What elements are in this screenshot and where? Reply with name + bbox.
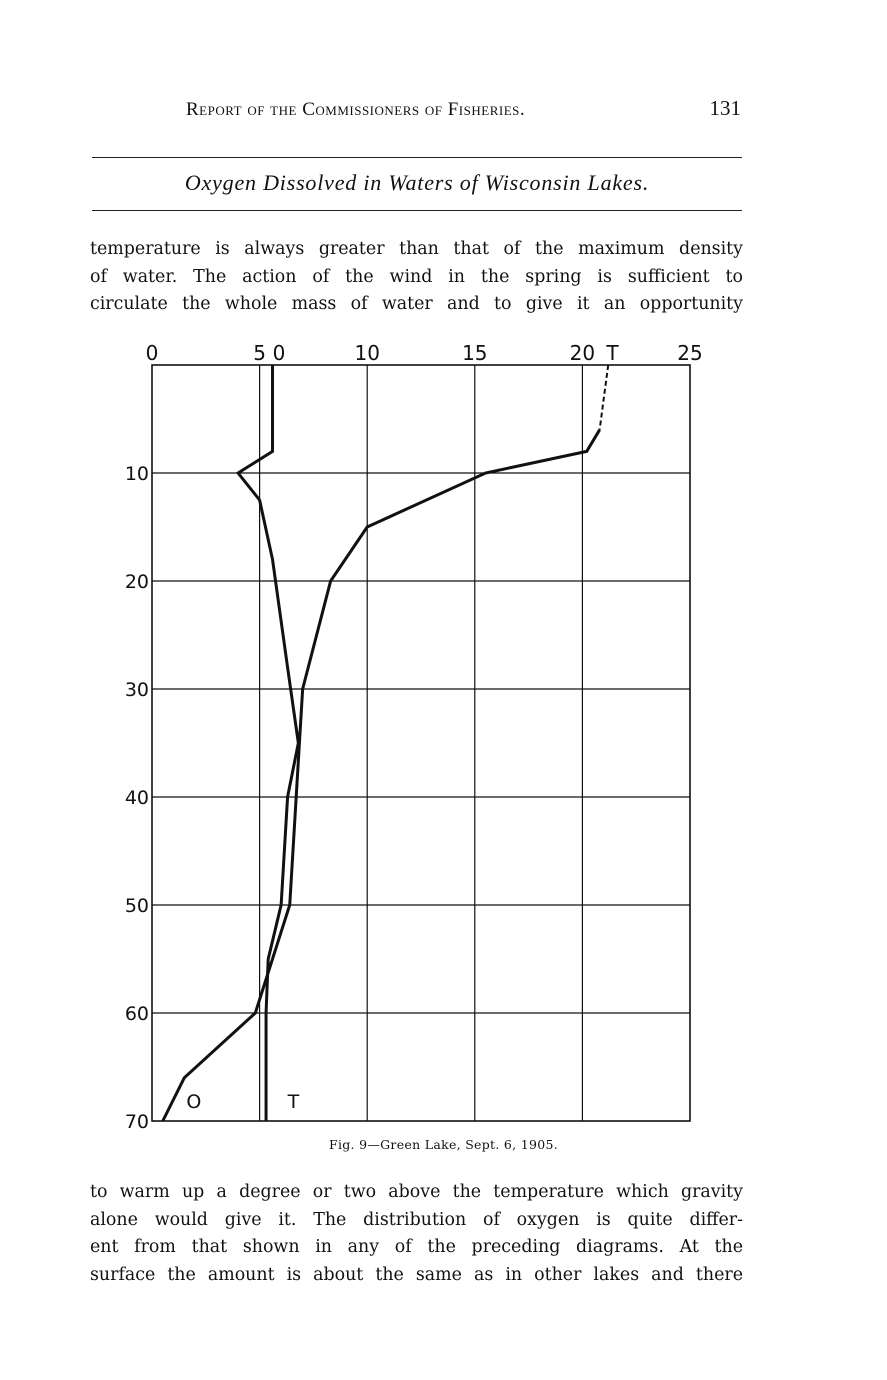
page-number: 131 bbox=[709, 96, 741, 120]
text-line: ent from that shown in any of the preceding diagrams. At the bbox=[90, 1237, 743, 1257]
running-header bbox=[90, 96, 741, 128]
left-axis-tick-label: 70 bbox=[124, 1111, 149, 1133]
left-axis-tick-label: 10 bbox=[124, 463, 149, 485]
text-line: to warm up a degree or two above the temperature which gravity bbox=[90, 1182, 743, 1202]
chart-svg bbox=[100, 335, 720, 1135]
series-line-t-dashed bbox=[600, 365, 609, 430]
figure-chart bbox=[100, 335, 720, 1135]
top-axis-tick-label: 20 bbox=[569, 341, 596, 365]
line-end-label: T bbox=[287, 1091, 300, 1114]
top-axis-tick-label: 5 bbox=[253, 341, 266, 365]
series-line-t bbox=[163, 430, 600, 1121]
left-axis-tick-label: 20 bbox=[124, 571, 149, 593]
top-axis-tick-label: 10 bbox=[354, 341, 380, 365]
top-rule bbox=[92, 157, 742, 158]
left-axis-tick-label: 50 bbox=[124, 895, 149, 917]
bottom-rule bbox=[92, 210, 742, 211]
text-line: circulate the whole mass of water and to give it an opportunity bbox=[90, 294, 743, 314]
top-axis-tick-label: 0 bbox=[272, 341, 286, 365]
line-end-label: O bbox=[186, 1091, 202, 1114]
paragraph-after-figure bbox=[90, 1179, 743, 1289]
running-title: Report of the Commissioners of Fisheries. bbox=[186, 99, 526, 120]
series-line-o bbox=[238, 365, 298, 1121]
top-axis-tick-label: 0 bbox=[145, 341, 159, 365]
text-line: temperature is always greater than that of the maximum density bbox=[90, 239, 743, 259]
paragraph-before-figure bbox=[90, 236, 743, 319]
top-axis-tick-label: 25 bbox=[677, 341, 703, 365]
top-axis-tick-label: T bbox=[606, 341, 619, 365]
left-axis-tick-label: 60 bbox=[124, 1003, 149, 1025]
figure-caption: Fig. 9—Green Lake, Sept. 6, 1905. bbox=[328, 1137, 559, 1152]
text-line: surface the amount is about the same as in other lakes and there bbox=[90, 1264, 743, 1285]
left-axis-tick-label: 30 bbox=[124, 679, 149, 701]
left-axis-tick-label: 40 bbox=[124, 787, 149, 809]
text-line: of water. The action of the wind in the spring is sufficient to bbox=[90, 266, 743, 287]
text-line: alone would give it. The distribution of oxygen is quite differ- bbox=[90, 1209, 743, 1230]
top-axis-tick-label: 15 bbox=[462, 341, 488, 365]
plot-frame bbox=[152, 365, 690, 1121]
section-title: Oxygen Dissolved in Waters of Wisconsin Lakes. bbox=[184, 170, 650, 195]
